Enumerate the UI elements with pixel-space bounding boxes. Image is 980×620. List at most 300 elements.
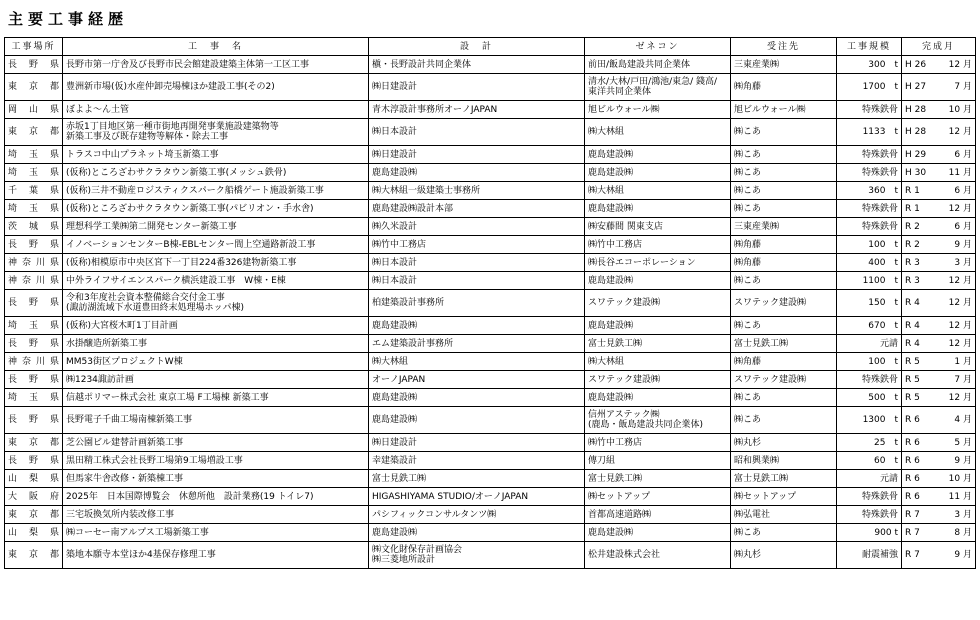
project-name-cell-line: 2025年 日本国際博覧会 休憩所他 設計業務(19 トイレ7) <box>66 491 314 502</box>
design-cell <box>369 119 585 146</box>
design-cell-line: 鹿島建設㈱ <box>372 392 418 403</box>
project-name-cell-line: 令和3年度社会資本整備総合交付金工事 <box>66 293 225 303</box>
general-contractor-cell-line: 鹿島建設㈱ <box>588 275 634 286</box>
completion-month: 6 月 <box>954 149 972 160</box>
completion-month: 12 月 <box>948 392 972 403</box>
scale-cell: 特殊鉄骨 <box>837 506 902 524</box>
completion-era-year: R 1 <box>905 185 920 196</box>
general-contractor-cell-line: 信州アステック㈱ <box>588 410 660 420</box>
table-row <box>5 200 976 218</box>
design-cell <box>369 506 585 524</box>
design-cell <box>369 335 585 353</box>
location-cell: 山梨県 <box>5 470 63 488</box>
general-contractor-cell <box>585 434 731 452</box>
design-cell-line: ㈱日本設計 <box>372 127 418 137</box>
design-cell-line: HIGASHIYAMA STUDIO/オーノJAPAN <box>372 491 529 502</box>
client-cell: スワテック建設㈱ <box>731 371 837 389</box>
completion-era-year: R 6 <box>905 473 920 484</box>
design-cell <box>369 200 585 218</box>
project-name-cell <box>63 254 369 272</box>
col-header-client: 受注先 <box>731 38 837 56</box>
completion-month: 4 月 <box>954 415 972 425</box>
general-contractor-cell-line: 鹿島建設㈱ <box>588 392 634 403</box>
completion-month: 9 月 <box>954 455 972 466</box>
project-name-cell-line: 長野電子千曲工場南棟新築工事 <box>66 415 193 425</box>
completion-cell <box>902 470 976 488</box>
project-name-cell <box>63 452 369 470</box>
general-contractor-cell <box>585 218 731 236</box>
general-contractor-cell <box>585 146 731 164</box>
project-name-cell-line: 信越ポリマー株式会社 東京工場 F工場棟 新築工事 <box>66 392 269 403</box>
scale-cell: 100 t <box>837 353 902 371</box>
project-name-cell-line: 黒田精工株式会社長野工場第9工場増設工事 <box>66 455 243 466</box>
client-cell: ㈱こあ <box>731 164 837 182</box>
general-contractor-cell <box>585 164 731 182</box>
location-cell: 千葉県 <box>5 182 63 200</box>
completion-cell <box>902 164 976 182</box>
completion-cell <box>902 56 976 74</box>
design-cell-line: オーノJAPAN <box>372 374 426 385</box>
completion-era-year: R 6 <box>905 455 920 466</box>
scale-cell: 100 t <box>837 236 902 254</box>
completion-month: 12 月 <box>948 127 972 137</box>
general-contractor-cell-line: ㈱セットアップ <box>588 491 651 502</box>
project-name-cell <box>63 236 369 254</box>
completion-era-year: R 2 <box>905 239 920 250</box>
general-contractor-cell <box>585 119 731 146</box>
completion-month: 6 月 <box>954 221 972 232</box>
completion-month: 8 月 <box>954 527 972 538</box>
completion-cell <box>902 101 976 119</box>
completion-cell <box>902 317 976 335</box>
project-name-cell <box>63 434 369 452</box>
completion-cell <box>902 389 976 407</box>
project-name-cell-line: 理想科学工業㈱第二開発センター新築工事 <box>66 221 237 232</box>
design-cell <box>369 56 585 74</box>
header-row <box>5 38 976 56</box>
client-cell: 富士見鉄工㈱ <box>731 470 837 488</box>
design-cell <box>369 470 585 488</box>
general-contractor-cell-line: 富士見鉄工㈱ <box>588 473 643 484</box>
scale-cell: 1100 t <box>837 272 902 290</box>
completion-month: 6 月 <box>954 185 972 196</box>
client-cell: ㈱角藤 <box>731 353 837 371</box>
design-cell-line: 鹿島建設㈱ <box>372 320 418 331</box>
completion-cell <box>902 236 976 254</box>
project-name-cell-line: 三宅坂換気所内装改修工事 <box>66 509 175 520</box>
location-cell: 長野県 <box>5 452 63 470</box>
project-name-cell <box>63 56 369 74</box>
design-cell <box>369 236 585 254</box>
works-table <box>4 37 976 569</box>
project-name-cell-line: (仮称)ところざわサクラタウン新築工事(メッシュ鉄骨) <box>66 167 287 178</box>
scale-cell: 1300 t <box>837 407 902 434</box>
design-cell-line: ㈱日本設計 <box>372 257 418 268</box>
completion-era-year: R 1 <box>905 203 920 214</box>
scale-cell: 特殊鉄骨 <box>837 200 902 218</box>
design-cell-line: ㈱三菱地所設計 <box>372 555 436 565</box>
completion-era-year: R 4 <box>905 320 920 331</box>
completion-month: 3 月 <box>954 509 972 520</box>
completion-month: 12 月 <box>948 338 972 349</box>
client-cell: ㈱こあ <box>731 317 837 335</box>
completion-era-year: R 5 <box>905 374 920 385</box>
completion-cell <box>902 524 976 542</box>
completion-era-year: H 29 <box>905 149 927 160</box>
completion-era-year: R 6 <box>905 437 920 448</box>
project-name-cell <box>63 335 369 353</box>
completion-month: 11 月 <box>948 491 972 502</box>
completion-month: 12 月 <box>948 203 972 214</box>
scale-cell: 特殊鉄骨 <box>837 101 902 119</box>
project-name-cell-line: MM53街区プロジェクトW棟 <box>66 356 183 367</box>
design-cell-line: 幸建築設計 <box>372 455 418 466</box>
location-cell: 埼玉県 <box>5 164 63 182</box>
location-cell: 大阪府 <box>5 488 63 506</box>
location-cell: 神奈川県 <box>5 353 63 371</box>
scale-cell: 670 t <box>837 317 902 335</box>
project-name-cell-line: (仮称)ところざわサクラタウン新築工事(パビリオン・手水舎) <box>66 203 314 214</box>
table-row <box>5 524 976 542</box>
general-contractor-cell <box>585 407 731 434</box>
client-cell: ㈱こあ <box>731 182 837 200</box>
project-name-cell-line: ぼよよ～ん土管 <box>66 104 130 115</box>
client-cell: ㈱弘電社 <box>731 506 837 524</box>
scale-cell: 特殊鉄骨 <box>837 164 902 182</box>
design-cell <box>369 146 585 164</box>
general-contractor-cell <box>585 470 731 488</box>
col-header-location: 工事場所 <box>5 38 63 56</box>
design-cell-line: 鹿島建設㈱ <box>372 415 418 425</box>
general-contractor-cell-line: 鹿島建設㈱ <box>588 167 634 178</box>
design-cell <box>369 317 585 335</box>
completion-cell <box>902 146 976 164</box>
general-contractor-cell-line: 清水/大林/戸田/鴻池/東急/ 錢高/ <box>588 77 718 87</box>
table-row <box>5 389 976 407</box>
col-header-design: 設 計 <box>369 38 585 56</box>
client-cell: ㈱こあ <box>731 389 837 407</box>
general-contractor-cell-line: スワテック建設㈱ <box>588 374 661 385</box>
completion-cell <box>902 272 976 290</box>
project-name-cell <box>63 164 369 182</box>
completion-cell <box>902 290 976 317</box>
client-cell: スワテック建設㈱ <box>731 290 837 317</box>
completion-cell <box>902 335 976 353</box>
project-name-cell-line: (仮称)相模原市中央区宮下一丁目224番326建物新築工事 <box>66 257 297 268</box>
general-contractor-cell <box>585 56 731 74</box>
project-name-cell <box>63 200 369 218</box>
project-name-cell <box>63 542 369 569</box>
completion-era-year: H 28 <box>905 104 927 115</box>
completion-cell <box>902 452 976 470</box>
project-name-cell <box>63 317 369 335</box>
general-contractor-cell-line: ㈱大林組 <box>588 127 625 137</box>
table-row <box>5 470 976 488</box>
general-contractor-cell-line: 松井建設株式会社 <box>588 550 661 560</box>
table-row <box>5 182 976 200</box>
project-name-cell <box>63 524 369 542</box>
location-cell: 山梨県 <box>5 524 63 542</box>
completion-month: 9 月 <box>954 550 972 560</box>
completion-month: 3 月 <box>954 257 972 268</box>
completion-month: 9 月 <box>954 239 972 250</box>
col-header-general-contractor: ゼネコン <box>585 38 731 56</box>
location-cell: 東京都 <box>5 74 63 101</box>
general-contractor-cell-line: ㈱大林組 <box>588 356 625 367</box>
location-cell: 東京都 <box>5 119 63 146</box>
table-row <box>5 353 976 371</box>
completion-era-year: R 4 <box>905 338 920 349</box>
location-cell: 長野県 <box>5 290 63 317</box>
general-contractor-cell-line: 東洋共同企業体 <box>588 87 652 97</box>
location-cell: 埼玉県 <box>5 146 63 164</box>
general-contractor-cell <box>585 389 731 407</box>
design-cell-line: ㈱大林組 <box>372 356 409 367</box>
design-cell-line: ㈱日建設計 <box>372 82 418 92</box>
project-name-cell-line: 築地本願寺本堂ほか4基保存修理工事 <box>66 550 216 560</box>
completion-era-year: R 5 <box>905 392 920 403</box>
design-cell <box>369 488 585 506</box>
completion-era-year: R 7 <box>905 550 920 560</box>
table-row <box>5 407 976 434</box>
design-cell <box>369 407 585 434</box>
scale-cell: 元請 <box>837 335 902 353</box>
completion-era-year: R 3 <box>905 275 920 286</box>
location-cell: 長野県 <box>5 407 63 434</box>
client-cell: 昭和興業㈱ <box>731 452 837 470</box>
scale-cell: 60 t <box>837 452 902 470</box>
project-name-cell <box>63 407 369 434</box>
design-cell-line: エム建築設計事務所 <box>372 338 454 349</box>
client-cell: ㈱こあ <box>731 200 837 218</box>
client-cell: 旭ビルウォール㈱ <box>731 101 837 119</box>
location-cell: 東京都 <box>5 506 63 524</box>
completion-cell <box>902 488 976 506</box>
design-cell <box>369 524 585 542</box>
design-cell-line: 青木淳設計事務所オーノJAPAN <box>372 104 498 115</box>
project-name-cell <box>63 353 369 371</box>
table-row <box>5 488 976 506</box>
location-cell: 東京都 <box>5 434 63 452</box>
design-cell-line: ㈱大林組一級建築士事務所 <box>372 185 481 196</box>
completion-month: 11 月 <box>948 167 972 178</box>
scale-cell: 1700 t <box>837 74 902 101</box>
completion-cell <box>902 119 976 146</box>
completion-month: 5 月 <box>954 437 972 448</box>
general-contractor-cell-line: 傳刀組 <box>588 455 616 466</box>
design-cell <box>369 254 585 272</box>
client-cell: 三東産業㈱ <box>731 56 837 74</box>
client-cell: ㈱こあ <box>731 119 837 146</box>
completion-month: 12 月 <box>948 298 972 308</box>
table-row <box>5 335 976 353</box>
project-name-cell <box>63 218 369 236</box>
design-cell <box>369 542 585 569</box>
general-contractor-cell-line: スワテック建設㈱ <box>588 298 661 308</box>
col-header-scale: 工事規模 <box>837 38 902 56</box>
general-contractor-cell <box>585 236 731 254</box>
general-contractor-cell-line: 首都高速道路㈱ <box>588 509 652 520</box>
design-cell <box>369 182 585 200</box>
general-contractor-cell <box>585 542 731 569</box>
table-row <box>5 101 976 119</box>
completion-month: 12 月 <box>948 59 972 70</box>
completion-month: 7 月 <box>954 374 972 385</box>
project-name-cell-line: (仮称)三井不動産ロジスティクスパーク船橋ゲート施設新築工事 <box>66 185 324 196</box>
general-contractor-cell-line: (鹿島・飯島建設共同企業体) <box>588 420 704 430</box>
design-cell <box>369 290 585 317</box>
completion-cell <box>902 353 976 371</box>
table-row <box>5 74 976 101</box>
col-header-completion: 完成月 <box>902 38 976 56</box>
project-name-cell-line: 長野市第一庁舎及び長野市民会館建設建築主体第一工区工事 <box>66 59 310 70</box>
completion-month: 12 月 <box>948 275 972 286</box>
general-contractor-cell-line: 鹿島建設㈱ <box>588 527 634 538</box>
project-name-cell-line: (諏訪湖流域下水道豊田終末処理場ホッパ棟) <box>66 303 245 313</box>
scale-cell: 360 t <box>837 182 902 200</box>
completion-cell <box>902 506 976 524</box>
project-name-cell <box>63 272 369 290</box>
general-contractor-cell <box>585 335 731 353</box>
general-contractor-cell-line: 富士見鉄工㈱ <box>588 338 643 349</box>
project-name-cell <box>63 119 369 146</box>
general-contractor-cell <box>585 317 731 335</box>
project-name-cell <box>63 488 369 506</box>
table-row <box>5 371 976 389</box>
general-contractor-cell <box>585 290 731 317</box>
general-contractor-cell <box>585 101 731 119</box>
location-cell: 長野県 <box>5 236 63 254</box>
design-cell-line: 槇・長野設計共同企業体 <box>372 59 472 70</box>
project-name-cell <box>63 506 369 524</box>
design-cell <box>369 164 585 182</box>
scale-cell: 特殊鉄骨 <box>837 371 902 389</box>
design-cell-line: 鹿島建設㈱ <box>372 527 418 538</box>
table-row <box>5 56 976 74</box>
project-name-cell <box>63 101 369 119</box>
table-row <box>5 317 976 335</box>
general-contractor-cell <box>585 254 731 272</box>
design-cell-line: ㈱文化財保存計画協会 <box>372 545 463 555</box>
project-name-cell <box>63 290 369 317</box>
location-cell: 神奈川県 <box>5 272 63 290</box>
scale-cell: 25 t <box>837 434 902 452</box>
location-cell: 神奈川県 <box>5 254 63 272</box>
project-name-cell-line: ㈱1234諏訪計画 <box>66 374 134 385</box>
completion-era-year: R 4 <box>905 298 920 308</box>
client-cell: ㈱角藤 <box>731 236 837 254</box>
design-cell-line: ㈱日建設計 <box>372 437 418 448</box>
completion-era-year: H 28 <box>905 127 927 137</box>
design-cell-line: 富士見鉄工㈱ <box>372 473 427 484</box>
design-cell-line: ㈱竹中工務店 <box>372 239 427 250</box>
design-cell <box>369 389 585 407</box>
design-cell <box>369 353 585 371</box>
general-contractor-cell <box>585 74 731 101</box>
completion-cell <box>902 218 976 236</box>
completion-cell <box>902 371 976 389</box>
scale-cell: 特殊鉄骨 <box>837 218 902 236</box>
completion-era-year: R 7 <box>905 527 920 538</box>
client-cell: ㈱セットアップ <box>731 488 837 506</box>
scale-cell: 150 t <box>837 290 902 317</box>
general-contractor-cell <box>585 506 731 524</box>
location-cell: 埼玉県 <box>5 389 63 407</box>
completion-cell <box>902 254 976 272</box>
table-row <box>5 218 976 236</box>
completion-era-year: R 6 <box>905 415 920 425</box>
table-row <box>5 272 976 290</box>
general-contractor-cell-line: 前田/飯島建設共同企業体 <box>588 59 691 70</box>
scale-cell: 900 t <box>837 524 902 542</box>
location-cell: 岡山県 <box>5 101 63 119</box>
general-contractor-cell-line: 鹿島建設㈱ <box>588 203 634 214</box>
completion-era-year: R 2 <box>905 221 920 232</box>
completion-month: 12 月 <box>948 320 972 331</box>
client-cell: ㈱こあ <box>731 146 837 164</box>
general-contractor-cell-line: 旭ビルウォール㈱ <box>588 104 660 115</box>
design-cell-line: 柏建築設計事務所 <box>372 298 445 308</box>
project-name-cell <box>63 470 369 488</box>
completion-era-year: H 26 <box>905 59 927 70</box>
general-contractor-cell-line: 鹿島建設㈱ <box>588 320 634 331</box>
table-row <box>5 452 976 470</box>
design-cell-line: 鹿島建設㈱設計本部 <box>372 203 454 214</box>
design-cell <box>369 218 585 236</box>
general-contractor-cell <box>585 524 731 542</box>
design-cell-line: 鹿島建設㈱ <box>372 167 418 178</box>
design-cell <box>369 272 585 290</box>
completion-era-year: R 5 <box>905 356 920 367</box>
completion-cell <box>902 182 976 200</box>
design-cell-line: パシフィックコンサルタンツ㈱ <box>372 509 497 520</box>
location-cell: 長野県 <box>5 56 63 74</box>
design-cell <box>369 74 585 101</box>
location-cell: 東京都 <box>5 542 63 569</box>
scale-cell: 400 t <box>837 254 902 272</box>
completion-era-year: R 7 <box>905 509 920 520</box>
completion-cell <box>902 542 976 569</box>
project-name-cell-line: 水掛醸造所新築工事 <box>66 338 148 349</box>
project-name-cell <box>63 146 369 164</box>
scale-cell: 元請 <box>837 470 902 488</box>
client-cell: ㈱角藤 <box>731 254 837 272</box>
general-contractor-cell-line: ㈱竹中工務店 <box>588 239 643 250</box>
table-row <box>5 119 976 146</box>
scale-cell: 耐震補強 <box>837 542 902 569</box>
scale-cell: 1133 t <box>837 119 902 146</box>
project-name-cell-line: 新築工事及び既存建物等解体・除去工事 <box>66 132 229 142</box>
project-name-cell-line: トラスコ中山プラネット埼玉新築工事 <box>66 149 219 160</box>
scale-cell: 500 t <box>837 389 902 407</box>
client-cell: ㈱丸杉 <box>731 542 837 569</box>
project-name-cell-line: 但馬家牛舎改修・新築棟工事 <box>66 473 184 484</box>
table-row <box>5 254 976 272</box>
general-contractor-cell-line: ㈱竹中工務店 <box>588 437 643 448</box>
general-contractor-cell <box>585 452 731 470</box>
completion-cell <box>902 434 976 452</box>
table-row <box>5 434 976 452</box>
design-cell-line: ㈱久米設計 <box>372 221 418 232</box>
col-header-project-name: 工 事 名 <box>63 38 369 56</box>
completion-month: 7 月 <box>954 82 972 92</box>
location-cell: 長野県 <box>5 335 63 353</box>
completion-cell <box>902 407 976 434</box>
completion-era-year: R 6 <box>905 491 920 502</box>
project-name-cell-line: 中外ライフサイエンスパーク横浜建設工事 W棟・E棟 <box>66 275 286 286</box>
general-contractor-cell-line: ㈱安藤間 関東支店 <box>588 221 663 232</box>
design-cell <box>369 434 585 452</box>
